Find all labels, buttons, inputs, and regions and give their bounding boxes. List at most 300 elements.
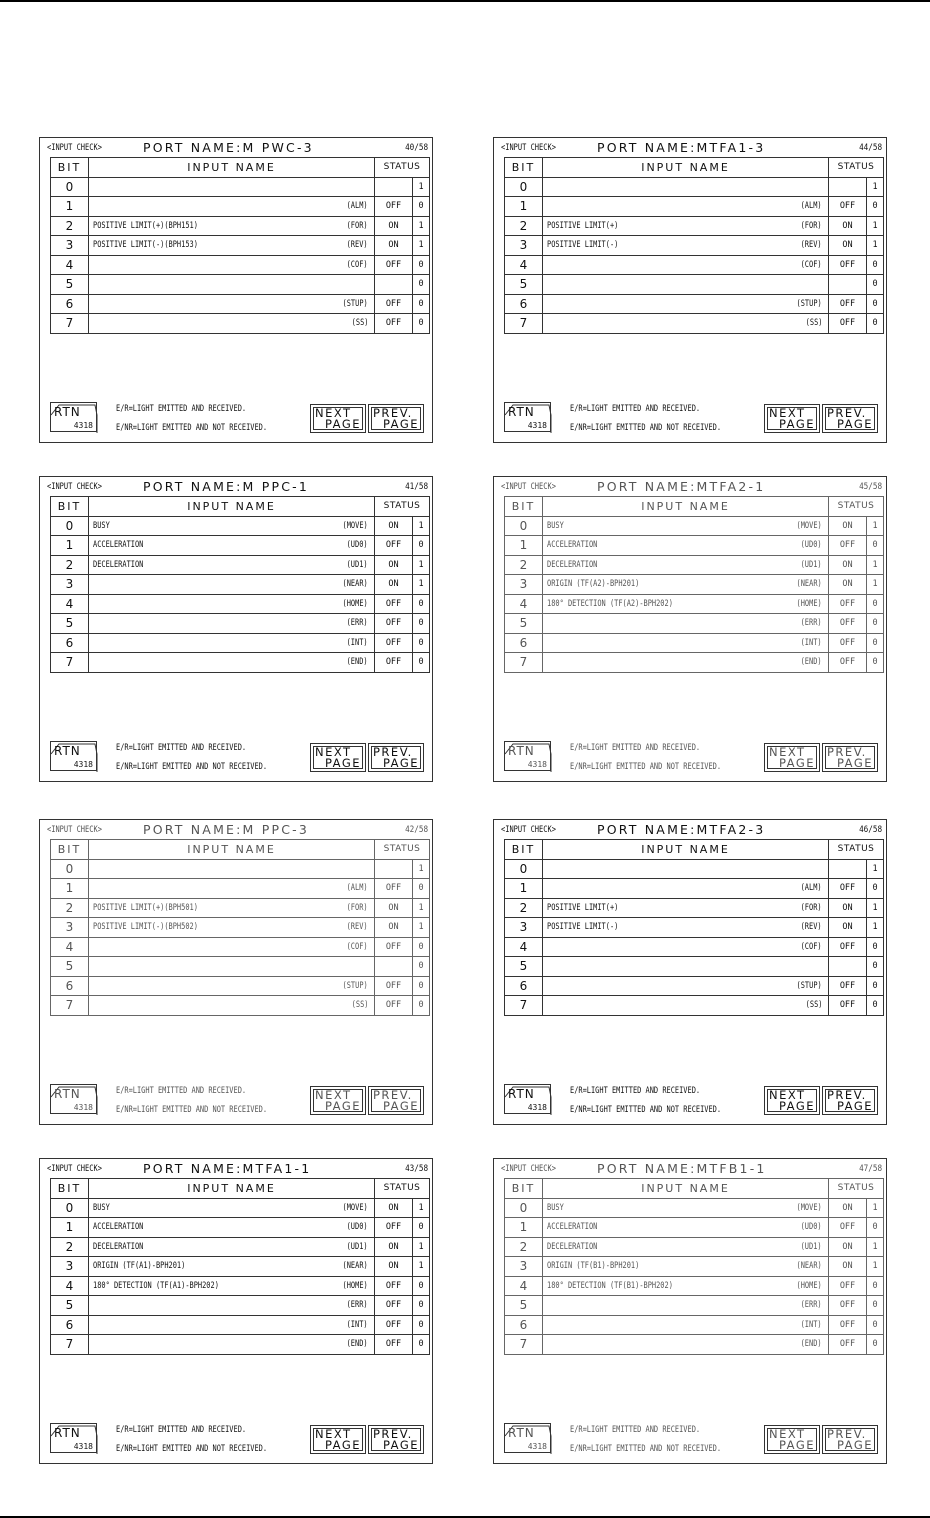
panel-header: [501, 1161, 882, 1178]
bit-number: 6: [505, 1315, 543, 1335]
bit-number: 2: [505, 898, 543, 918]
bit-number: 6: [51, 976, 89, 996]
prev-page-label: PAGE: [382, 1099, 419, 1113]
input-name: DECELERATION: [547, 1241, 598, 1252]
bit-value: 0: [413, 879, 430, 899]
bit-number: 4: [505, 937, 543, 957]
input-name: 180° DETECTION (TF(A1)-BPH202): [93, 1280, 219, 1291]
bit-value: 0: [413, 294, 430, 314]
bit-value: 1: [413, 575, 430, 595]
bit-value: 1: [413, 918, 430, 938]
legend-line: E/R=LIGHT EMITTED AND RECEIVED.: [570, 404, 701, 414]
next-page-button[interactable]: [310, 1425, 366, 1454]
input-name-cell: [89, 879, 375, 899]
input-table: [504, 157, 884, 334]
input-name-cell: [89, 536, 375, 556]
input-table: [504, 1178, 884, 1355]
bit-number: 0: [505, 177, 543, 197]
port-name: PORT NAME:MTFB1-1: [597, 1161, 767, 1176]
next-label: NEXT: [769, 745, 806, 759]
bit-number: 1: [505, 536, 543, 556]
bit-value: 0: [413, 937, 430, 957]
status-header: STATUS: [375, 840, 430, 860]
status-text: ON: [829, 1237, 867, 1257]
legend-line: E/R=LIGHT EMITTED AND RECEIVED.: [116, 404, 247, 414]
table-row: [51, 1198, 430, 1218]
status-text: OFF: [375, 1296, 413, 1316]
bit-value: 0: [867, 294, 884, 314]
bit-value: 0: [867, 633, 884, 653]
bit-value: 0: [413, 1296, 430, 1316]
status-text: OFF: [829, 255, 867, 275]
status-header: STATUS: [829, 158, 884, 178]
signal-code: (HOME): [796, 598, 822, 609]
status-text: OFF: [375, 255, 413, 275]
prev-label: PREV.: [827, 406, 867, 420]
status-text: ON: [829, 216, 867, 236]
status-text: OFF: [375, 197, 413, 217]
bit-header: BIT: [505, 497, 543, 517]
input-name: BUSY: [547, 520, 564, 531]
input-name-cell: [89, 1315, 375, 1335]
input-table: [504, 839, 884, 1016]
bit-number: 2: [505, 1237, 543, 1257]
bit-number: 5: [51, 957, 89, 977]
screen-title: <INPUT CHECK>: [47, 143, 102, 153]
prev-page-button[interactable]: [822, 1086, 878, 1115]
table-row: [505, 197, 884, 217]
bit-value: 1: [867, 216, 884, 236]
bit-value: 0: [413, 1315, 430, 1335]
input-name-cell: [543, 197, 829, 217]
table-header: [51, 1179, 430, 1199]
screen-title: <INPUT CHECK>: [501, 482, 556, 492]
bit-value: 0: [867, 937, 884, 957]
input-name-cell: [89, 859, 375, 879]
legend-line: E/R=LIGHT EMITTED AND RECEIVED.: [570, 1425, 701, 1435]
prev-page-label: PAGE: [836, 756, 873, 770]
bit-number: 5: [505, 275, 543, 295]
prev-page-button[interactable]: [822, 1425, 878, 1454]
input-name: ORIGIN (TF(B1)-BPH201): [547, 1261, 640, 1271]
next-page-button[interactable]: [764, 404, 820, 433]
bit-number: 3: [51, 1257, 89, 1277]
input-name: POSITIVE LIMIT(+): [547, 220, 619, 231]
prev-page-button[interactable]: [822, 743, 878, 772]
signal-code: (FOR): [801, 902, 822, 913]
input-name: ACCELERATION: [93, 1222, 144, 1232]
input-name: POSITIVE LIMIT(+): [547, 902, 619, 913]
signal-code: (UD1): [347, 1241, 368, 1252]
table-header: [505, 158, 884, 178]
bit-value: 1: [867, 1198, 884, 1218]
input-name-cell: [89, 633, 375, 653]
table-header: [51, 497, 430, 517]
signal-code: (REV): [801, 240, 822, 250]
bit-number: 4: [51, 937, 89, 957]
table-header: [51, 840, 430, 860]
bit-value: 0: [413, 1335, 430, 1355]
input-name: ACCELERATION: [547, 540, 598, 550]
return-button[interactable]: [504, 741, 551, 771]
bit-number: 3: [51, 918, 89, 938]
table-row: [505, 918, 884, 938]
table-row: [51, 555, 430, 575]
input-name-cell: [89, 614, 375, 634]
bit-number: 7: [505, 1335, 543, 1355]
status-text: ON: [829, 898, 867, 918]
table-row: [505, 1257, 884, 1277]
input-check-screen: [39, 1158, 433, 1464]
input-name: 180° DETECTION (TF(B1)-BPH202): [547, 1280, 673, 1291]
status-header: STATUS: [829, 497, 884, 517]
status-text: OFF: [375, 633, 413, 653]
prev-page-button[interactable]: [368, 1425, 424, 1454]
next-label: NEXT: [769, 406, 806, 420]
status-text: OFF: [829, 197, 867, 217]
input-name-cell: [89, 255, 375, 275]
input-name-cell: [89, 1335, 375, 1355]
page-number: 47/58: [858, 1164, 882, 1174]
bit-number: 0: [51, 1198, 89, 1218]
input-name-cell: [543, 898, 829, 918]
return-code: 4318: [73, 760, 93, 769]
prev-page-label: PAGE: [836, 1438, 873, 1452]
table-row: [505, 937, 884, 957]
bit-number: 5: [505, 1296, 543, 1316]
bit-number: 0: [505, 1198, 543, 1218]
table-row: [51, 177, 430, 197]
status-text: ON: [375, 575, 413, 595]
table-row: [505, 859, 884, 879]
prev-page-button[interactable]: [368, 1086, 424, 1115]
input-name: POSITIVE LIMIT(+)(BPH151): [93, 220, 198, 231]
table-row: [51, 898, 430, 918]
table-row: [505, 516, 884, 536]
status-text: [375, 957, 413, 977]
status-text: OFF: [375, 614, 413, 634]
prev-page-button[interactable]: [368, 743, 424, 772]
legend-line: E/R=LIGHT EMITTED AND RECEIVED.: [116, 743, 247, 753]
signal-code: (UD1): [801, 559, 822, 570]
input-table: [50, 157, 430, 334]
legend: [570, 400, 721, 438]
status-text: ON: [375, 1198, 413, 1218]
table-row: [505, 1335, 884, 1355]
table-row: [505, 996, 884, 1016]
input-name: POSITIVE LIMIT(-): [547, 922, 619, 932]
status-text: OFF: [829, 937, 867, 957]
bit-value: 1: [867, 898, 884, 918]
input-name-cell: [543, 1315, 829, 1335]
input-name-cell: [89, 516, 375, 536]
input-name-cell: [543, 614, 829, 634]
status-text: OFF: [375, 594, 413, 614]
port-name: PORT NAME:MTFA1-1: [143, 1161, 312, 1176]
bit-value: 0: [413, 976, 430, 996]
input-name: POSITIVE LIMIT(+)(BPH501): [93, 902, 198, 913]
bit-value: 1: [867, 859, 884, 879]
legend-line: E/NR=LIGHT EMITTED AND NOT RECEIVED.: [116, 762, 268, 772]
bit-value: 0: [867, 1315, 884, 1335]
next-page-label: PAGE: [324, 1438, 361, 1452]
next-label: NEXT: [769, 1427, 806, 1441]
status-text: OFF: [829, 614, 867, 634]
table-row: [505, 614, 884, 634]
legend: [116, 400, 267, 438]
input-check-screen: [493, 137, 887, 443]
bit-number: 7: [505, 314, 543, 334]
bit-number: 4: [505, 594, 543, 614]
return-code: 4318: [73, 421, 93, 430]
status-text: OFF: [829, 1276, 867, 1296]
bit-value: 0: [867, 536, 884, 556]
next-label: NEXT: [769, 1088, 806, 1102]
return-button[interactable]: [504, 402, 551, 432]
status-text: OFF: [375, 314, 413, 334]
bit-number: 5: [51, 275, 89, 295]
panel-header: [47, 479, 428, 496]
bit-value: 0: [867, 996, 884, 1016]
status-text: OFF: [375, 1276, 413, 1296]
table-header: [505, 1179, 884, 1199]
next-page-button[interactable]: [310, 1086, 366, 1115]
signal-code: (COF): [347, 941, 368, 952]
bit-number: 1: [505, 1218, 543, 1238]
status-text: [375, 275, 413, 295]
table-row: [51, 594, 430, 614]
input-name-cell: [89, 957, 375, 977]
status-text: [375, 177, 413, 197]
signal-code: (INT): [801, 1319, 822, 1330]
return-label: RTN: [54, 1087, 81, 1101]
bit-number: 6: [505, 633, 543, 653]
next-page-button[interactable]: [310, 743, 366, 772]
status-text: OFF: [829, 536, 867, 556]
signal-code: (MOVE): [342, 520, 368, 531]
next-page-button[interactable]: [764, 1086, 820, 1115]
table-row: [505, 236, 884, 256]
bit-number: 5: [505, 614, 543, 634]
bit-value: 1: [867, 575, 884, 595]
next-page-button[interactable]: [310, 404, 366, 433]
input-table: [50, 1178, 430, 1355]
bit-value: 0: [867, 614, 884, 634]
status-text: OFF: [829, 879, 867, 899]
table-row: [505, 633, 884, 653]
return-button[interactable]: [50, 402, 97, 432]
return-code: 4318: [527, 760, 547, 769]
status-text: OFF: [829, 976, 867, 996]
status-text: ON: [829, 1257, 867, 1277]
signal-code: (STUP): [342, 298, 368, 309]
bit-value: 0: [867, 314, 884, 334]
bit-number: 7: [51, 996, 89, 1016]
return-button[interactable]: [50, 741, 97, 771]
bit-value: 1: [867, 516, 884, 536]
signal-code: (HOME): [342, 1280, 368, 1291]
signal-code: (FOR): [801, 220, 822, 231]
table-row: [51, 996, 430, 1016]
port-name: PORT NAME:M PPC-3: [143, 822, 309, 837]
status-text: ON: [829, 1198, 867, 1218]
status-text: OFF: [829, 1218, 867, 1238]
bit-value: 1: [867, 1237, 884, 1257]
input-name-cell: [543, 996, 829, 1016]
panel-header: [47, 822, 428, 839]
signal-code: (COF): [347, 259, 368, 270]
input-name: POSITIVE LIMIT(-)(BPH502): [93, 922, 198, 932]
status-header: STATUS: [375, 1179, 430, 1199]
input-name-cell: [89, 197, 375, 217]
input-name-cell: [89, 653, 375, 673]
signal-code: (UD0): [347, 1222, 368, 1232]
input-check-screen: [39, 819, 433, 1125]
input-name: ACCELERATION: [93, 540, 144, 550]
signal-code: (HOME): [796, 1280, 822, 1291]
input-name-cell: [543, 255, 829, 275]
input-name-cell: [89, 898, 375, 918]
input-name: ORIGIN (TF(A1)-BPH201): [93, 1261, 186, 1271]
input-name: ORIGIN (TF(A2)-BPH201): [547, 579, 640, 589]
port-name: PORT NAME:M PPC-1: [143, 479, 309, 494]
bit-value: 0: [867, 255, 884, 275]
table-row: [505, 1218, 884, 1238]
signal-code: (INT): [801, 637, 822, 648]
legend-line: E/R=LIGHT EMITTED AND RECEIVED.: [570, 743, 701, 753]
next-page-button[interactable]: [764, 1425, 820, 1454]
page-number: 43/58: [404, 1164, 428, 1174]
screen-title: <INPUT CHECK>: [47, 482, 102, 492]
table-row: [505, 594, 884, 614]
input-name-cell: [543, 1237, 829, 1257]
next-page-button[interactable]: [764, 743, 820, 772]
bit-number: 2: [505, 216, 543, 236]
input-name-cell: [89, 216, 375, 236]
legend-line: E/NR=LIGHT EMITTED AND NOT RECEIVED.: [116, 1444, 268, 1454]
bit-number: 5: [51, 1296, 89, 1316]
page-number: 46/58: [858, 825, 882, 835]
bit-value: 0: [867, 879, 884, 899]
status-text: ON: [375, 918, 413, 938]
input-name-cell: [543, 1335, 829, 1355]
return-button[interactable]: [504, 1084, 551, 1114]
prev-page-label: PAGE: [382, 1438, 419, 1452]
return-code: 4318: [527, 1103, 547, 1112]
input-name-cell: [543, 633, 829, 653]
status-text: ON: [375, 516, 413, 536]
input-name-cell: [89, 294, 375, 314]
bit-header: BIT: [51, 1179, 89, 1199]
bit-header: BIT: [505, 1179, 543, 1199]
table-row: [505, 957, 884, 977]
page-number: 44/58: [858, 143, 882, 153]
table-row: [51, 236, 430, 256]
status-text: OFF: [375, 1315, 413, 1335]
input-name-header: INPUT NAME: [89, 497, 375, 517]
bit-value: 0: [413, 1218, 430, 1238]
input-name-cell: [543, 653, 829, 673]
signal-code: (NEAR): [796, 1261, 822, 1271]
return-button[interactable]: [504, 1423, 551, 1453]
input-name-cell: [89, 937, 375, 957]
input-name-cell: [89, 275, 375, 295]
input-name-cell: [543, 918, 829, 938]
prev-page-label: PAGE: [836, 1099, 873, 1113]
bit-number: 1: [51, 197, 89, 217]
bit-value: 0: [413, 1276, 430, 1296]
bit-number: 1: [51, 1218, 89, 1238]
input-name-cell: [89, 1296, 375, 1316]
bit-value: 0: [867, 197, 884, 217]
status-header: STATUS: [829, 840, 884, 860]
signal-code: (MOVE): [796, 1202, 822, 1213]
next-page-label: PAGE: [778, 756, 815, 770]
panel-header: [501, 822, 882, 839]
table-row: [51, 294, 430, 314]
legend: [116, 1082, 267, 1120]
bit-number: 1: [505, 879, 543, 899]
table-row: [51, 516, 430, 536]
input-name-cell: [543, 216, 829, 236]
screen-title: <INPUT CHECK>: [501, 1164, 556, 1174]
bit-number: 5: [51, 614, 89, 634]
input-name-cell: [89, 996, 375, 1016]
input-name: POSITIVE LIMIT(-): [547, 240, 619, 250]
status-text: ON: [829, 555, 867, 575]
screen-title: <INPUT CHECK>: [47, 1164, 102, 1174]
bit-value: 1: [867, 236, 884, 256]
signal-code: (END): [801, 1339, 822, 1349]
bit-value: 1: [867, 1257, 884, 1277]
input-name-cell: [543, 516, 829, 536]
input-name: ACCELERATION: [547, 1222, 598, 1232]
prev-label: PREV.: [373, 1088, 413, 1102]
bit-value: 0: [867, 957, 884, 977]
table-row: [505, 575, 884, 595]
screen-title: <INPUT CHECK>: [47, 825, 102, 835]
prev-label: PREV.: [827, 1088, 867, 1102]
table-row: [51, 957, 430, 977]
signal-code: (MOVE): [796, 520, 822, 531]
prev-page-button[interactable]: [368, 404, 424, 433]
bit-number: 4: [505, 255, 543, 275]
signal-code: (ALM): [801, 883, 822, 893]
bit-value: 0: [867, 275, 884, 295]
status-text: ON: [375, 1257, 413, 1277]
page-number: 41/58: [404, 482, 428, 492]
return-button[interactable]: [50, 1084, 97, 1114]
panel-header: [501, 479, 882, 496]
page-number: 45/58: [858, 482, 882, 492]
next-page-label: PAGE: [324, 1099, 361, 1113]
input-name-cell: [543, 879, 829, 899]
signal-code: (COF): [801, 941, 822, 952]
signal-code: (FOR): [347, 902, 368, 913]
return-button[interactable]: [50, 1423, 97, 1453]
next-page-label: PAGE: [324, 417, 361, 431]
status-text: ON: [829, 918, 867, 938]
bit-value: 0: [413, 614, 430, 634]
table-row: [51, 653, 430, 673]
bit-value: 0: [867, 1335, 884, 1355]
input-table: [50, 496, 430, 673]
prev-page-button[interactable]: [822, 404, 878, 433]
table-row: [51, 1218, 430, 1238]
status-text: ON: [375, 1237, 413, 1257]
status-text: ON: [375, 898, 413, 918]
input-name-header: INPUT NAME: [543, 158, 829, 178]
